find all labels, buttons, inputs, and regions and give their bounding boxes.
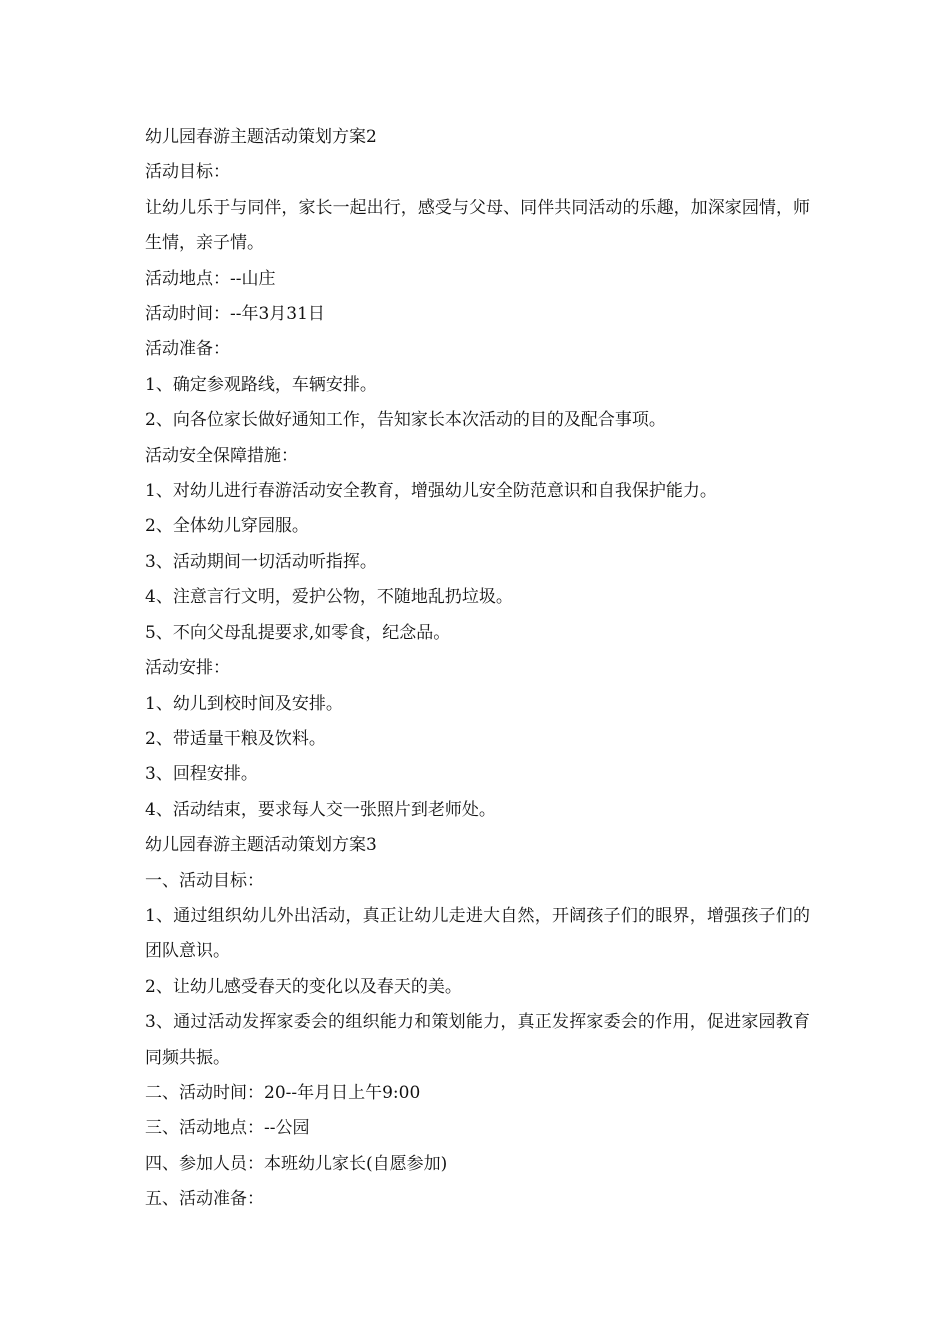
document-body (145, 120, 810, 1218)
list-item: 1、通过组织幼儿外出活动，真正让幼儿走进大自然，开阔孩子们的眼界，增强孩子们的团队意识。 (145, 905, 810, 962)
section-title: 幼儿园春游主题活动策划方案3 (145, 835, 377, 856)
list-item: 3、回程安排。 (145, 764, 258, 785)
paragraph: 活动地点：--山庄 (145, 268, 276, 289)
list-item: 2、全体幼儿穿园服。 (145, 516, 309, 537)
list-item: 2、带适量干粮及饮料。 (145, 728, 326, 749)
paragraph: 活动安排： (145, 658, 230, 679)
paragraph: 一、活动目标： (145, 870, 264, 891)
list-item: 4、注意言行文明，爱护公物，不随地乱扔垃圾。 (145, 587, 513, 608)
list-item: 5、不向父母乱提要求,如零食，纪念品。 (145, 622, 451, 643)
paragraph: 让幼儿乐于与同伴，家长一起出行，感受与父母、同伴共同活动的乐趣，加深家园情，师生情，亲子情。 (145, 197, 810, 254)
list-item: 2、向各位家长做好通知工作，告知家长本次活动的目的及配合事项。 (145, 410, 666, 431)
paragraph: 三、活动地点：--公园 (145, 1118, 310, 1139)
list-item: 1、确定参观路线，车辆安排。 (145, 374, 377, 395)
section-title: 幼儿园春游主题活动策划方案2 (145, 127, 377, 147)
paragraph: 活动准备： (145, 339, 230, 360)
paragraph: 四、参加人员：本班幼儿家长(自愿参加) (145, 1153, 448, 1174)
list-item: 1、对幼儿进行春游活动安全教育，增强幼儿安全防范意识和自我保护能力。 (145, 481, 717, 502)
paragraph: 五、活动准备： (145, 1189, 264, 1210)
paragraph: 活动目标： (145, 162, 230, 183)
paragraph: 活动安全保障措施： (145, 445, 298, 466)
list-item: 3、通过活动发挥家委会的组织能力和策划能力，真正发挥家委会的作用，促进家园教育同频共振。 (145, 1012, 810, 1068)
list-item: 3、活动期间一切活动听指挥。 (145, 551, 377, 572)
list-item: 4、活动结束，要求每人交一张照片到老师处。 (145, 799, 496, 820)
list-item: 1、幼儿到校时间及安排。 (145, 693, 343, 714)
paragraph: 二、活动时间：20--年月日上午9:00 (145, 1082, 421, 1103)
paragraph: 活动时间：--年3月31日 (145, 304, 325, 325)
list-item: 2、让幼儿感受春天的变化以及春天的美。 (145, 976, 462, 997)
